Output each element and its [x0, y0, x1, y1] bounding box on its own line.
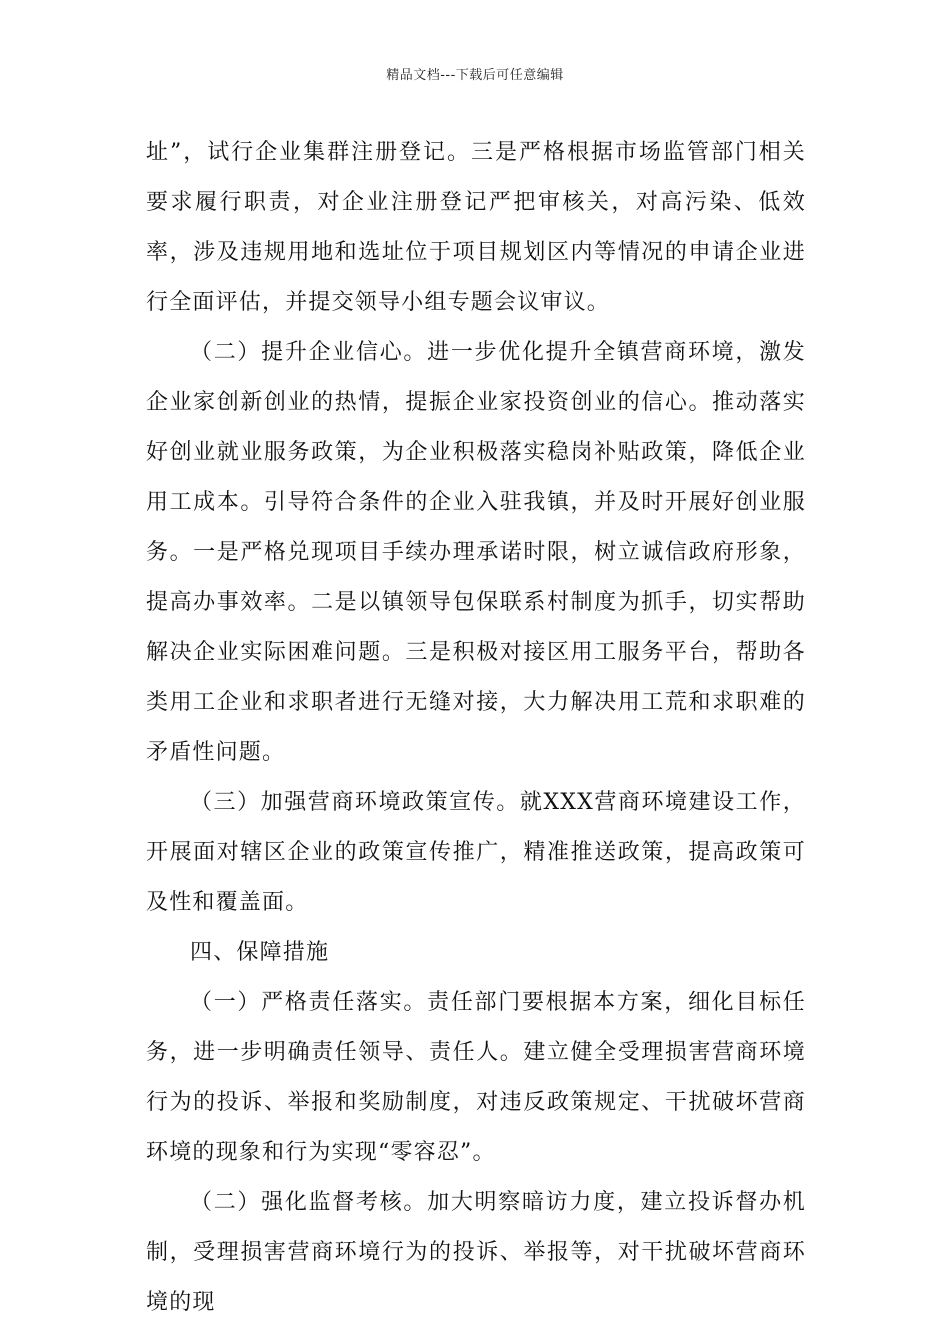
page-header: 精品文档---下载后可任意编辑 [386, 68, 564, 83]
paragraph-supervision: （二）强化监督考核。加大明察暗访力度，建立投诉督办机制，受理损害营商环境行为的投诉、举报等，对干扰破坏营商环境的现 [146, 1190, 806, 1315]
paragraph-enterprise-confidence: （二）提升企业信心。进一步优化提升全镇营商环境，激发企业家创新创业的热情，提振企业家投资创业的信心。推动落实好创业就业服务政策，为企业积极落实稳岗补贴政策，降低企业用工成本。引导符合条件的企业入驻我镇，并及时开展好创业服务。一是严格兑现项目手续办理承诺时限，树立诚信政府形象，提高办事效率。二是以镇领导包保联系村制度为抓手，切实帮助解决企业实际困难问题。三是积极对接区用工服务平台，帮助各类用工企业和求职者进行无缝对接，大力解决用工荒和求职难的矛盾性问题。 [146, 340, 806, 765]
paragraph-policy-promotion: （三）加强营商环境政策宣传。就XXX营商环境建设工作，开展面对辖区企业的政策宣传推广，精准推送政策，提高政策可及性和覆盖面。 [146, 790, 806, 915]
paragraph-responsibility: （一）严格责任落实。责任部门要根据本方案，细化目标任务，进一步明确责任领导、责任人。建立健全受理损害营商环境行为的投诉、举报和奖励制度，对违反政策规定、干扰破坏营商环境的现象和行为实现“零容忍”。 [146, 990, 806, 1165]
document-body [146, 128, 806, 1328]
paragraph-continuation: 址”，试行企业集群注册登记。三是严格根据市场监管部门相关要求履行职责，对企业注册登记严把审核关，对高污染、低效率，涉及违规用地和选址位于项目规划区内等情况的申请企业进行全面评估，并提交领导小组专题会议审议。 [146, 140, 806, 315]
section-heading-safeguards: 四、保障措施 [190, 940, 330, 965]
